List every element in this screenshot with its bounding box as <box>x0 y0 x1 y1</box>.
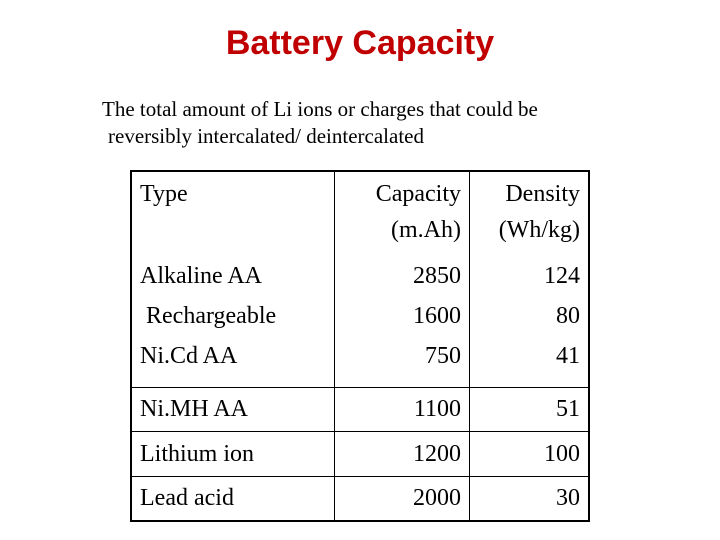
subtitle-line-2: reversibly intercalated/ deintercalated <box>108 124 424 148</box>
cell-density: 124 <box>544 263 580 290</box>
cell-type: Ni.Cd AA <box>140 343 238 370</box>
slide-title: Battery Capacity <box>225 24 495 62</box>
cell-density: 41 <box>556 343 580 370</box>
cell-density: 80 <box>556 303 580 330</box>
cell-density: 51 <box>470 387 589 431</box>
cell-type: Lithium ion <box>132 432 335 476</box>
cell-type: Rechargeable <box>146 303 277 330</box>
header-density-line-2: (Wh/kg) <box>498 217 580 243</box>
subtitle <box>102 96 538 150</box>
cell-capacity: 1200 <box>335 432 470 476</box>
cell-capacity: 1100 <box>335 387 470 431</box>
battery-table <box>130 170 590 522</box>
header-type: Type <box>140 181 188 207</box>
table-row-group <box>132 254 588 387</box>
cell-capacity: 750 <box>425 343 461 370</box>
table-row <box>132 476 588 520</box>
cell-type: Alkaline AA <box>140 263 262 290</box>
header-density-line-1: Density <box>505 181 580 207</box>
table-row <box>132 432 588 476</box>
cell-capacity: 1600 <box>413 303 461 330</box>
table-header-row <box>132 172 588 254</box>
header-capacity <box>335 172 470 254</box>
header-capacity-line-1: Capacity <box>375 181 461 207</box>
cell-type: Lead acid <box>132 476 335 520</box>
table-row <box>132 387 588 431</box>
cell-density: 30 <box>470 476 589 520</box>
header-density <box>470 172 589 254</box>
cell-capacity: 2850 <box>413 263 461 290</box>
subtitle-line-1: The total amount of Li ions or charges that could be <box>102 97 538 121</box>
cell-capacity: 2000 <box>335 476 470 520</box>
cell-density: 100 <box>470 432 589 476</box>
cell-type: Ni.MH AA <box>132 387 335 431</box>
header-capacity-line-2: (m.Ah) <box>391 217 461 243</box>
